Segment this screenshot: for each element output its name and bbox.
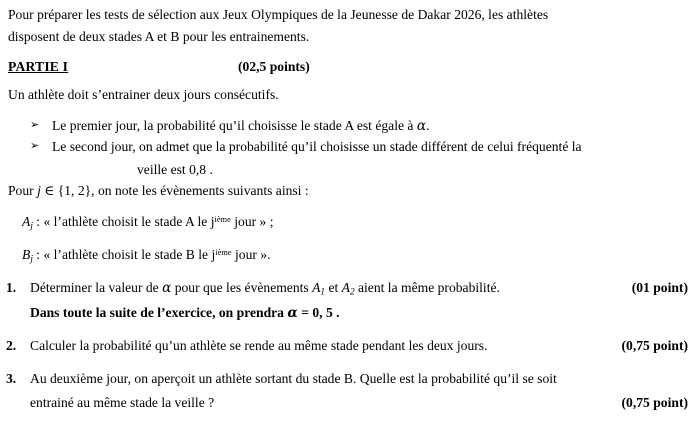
bullet-1-post: .	[426, 118, 430, 133]
event-b-tail: jour ».	[231, 247, 271, 262]
question-3-number: 3.	[6, 371, 17, 386]
q1-alpha: α	[162, 280, 172, 296]
event-a-ordinal: ième	[214, 214, 231, 225]
index-note-pre: Pour	[8, 183, 38, 198]
bullet-item-1-text	[52, 119, 429, 134]
event-definition-a	[22, 215, 274, 231]
index-note	[8, 184, 309, 198]
intro-line-1: Pour préparer les tests de sélection aux Jeux Olympiques de la Jeunesse de Dakar 2026, les athlètes	[8, 7, 549, 22]
question-1-points: (01 point)	[631, 280, 688, 295]
question-3-text-line-1: Au deuxième jour, on aperçoit un athlète sortant du stade B. Quelle est la probabilité qu’il se soit	[30, 371, 557, 386]
q1-event-1-subscript: 1	[320, 286, 326, 297]
q1-and: et	[325, 280, 342, 295]
question-1-text	[30, 281, 500, 297]
event-a-name: A	[22, 214, 31, 229]
event-a-tail: jour » ;	[230, 214, 274, 229]
q1-post: aient la même probabilité.	[354, 280, 500, 295]
question-2-text: Calculer la probabilité qu’un athlète se rende au même stade pendant les deux jours.	[30, 338, 488, 353]
index-note-post: ∈ {1, 2}, on note les évènements suivants ainsi :	[40, 183, 309, 198]
bullet-arrow-icon: ➢	[30, 118, 40, 131]
question-2-points: (0,75 point)	[621, 338, 688, 353]
event-b-ordinal: ième	[215, 247, 232, 258]
highlight-instruction	[30, 306, 340, 321]
q1-event-2-subscript: 2	[349, 286, 355, 297]
bullet-item-2-text: Le second jour, on admet que la probabilité qu’il choisisse un stade différent de celui fréquenté la	[52, 139, 582, 154]
q1-event-2: A	[341, 280, 350, 295]
bullet-1-pre: Le premier jour, la probabilité qu’il choisisse le stade A est égale à	[52, 118, 417, 133]
question-2-number: 2.	[6, 338, 17, 353]
event-a-subscript: j	[30, 220, 33, 231]
event-a-colon: : « l’athlète choisit le stade A le j	[32, 214, 215, 229]
event-b-subscript: j	[30, 253, 33, 264]
q1-pre: Déterminer la valeur de	[30, 280, 163, 295]
part-title: PARTIE I	[8, 59, 69, 74]
highlight-pre: Dans toute la suite de l’exercice, on prendra	[30, 305, 288, 320]
q1-event-1: A	[312, 280, 321, 295]
highlight-post: = 0, 5 .	[297, 305, 340, 320]
bullet-1-alpha: α	[416, 118, 427, 134]
q1-mid: pour que les évènements	[171, 280, 313, 295]
highlight-alpha: α	[287, 305, 298, 321]
index-variable: j	[37, 183, 41, 198]
event-b-name: B	[22, 247, 31, 262]
part-intro: Un athlète doit s’entrainer deux jours consécutifs.	[8, 87, 279, 102]
part-points: (02,5 points)	[238, 59, 310, 74]
question-1-number: 1.	[6, 280, 17, 295]
question-3-points: (0,75 point)	[621, 395, 688, 410]
event-b-colon: : « l’athlète choisit le stade B le j	[32, 247, 216, 262]
bullet-item-2-continuation: veille est 0,8 .	[137, 162, 213, 177]
intro-line-2: disposent de deux stades A et B pour les entrainements.	[8, 29, 310, 44]
question-3-text-line-2: entrainé au même stade la veille ?	[30, 395, 215, 410]
event-definition-b	[22, 248, 271, 264]
bullet-arrow-icon: ➢	[30, 139, 40, 152]
